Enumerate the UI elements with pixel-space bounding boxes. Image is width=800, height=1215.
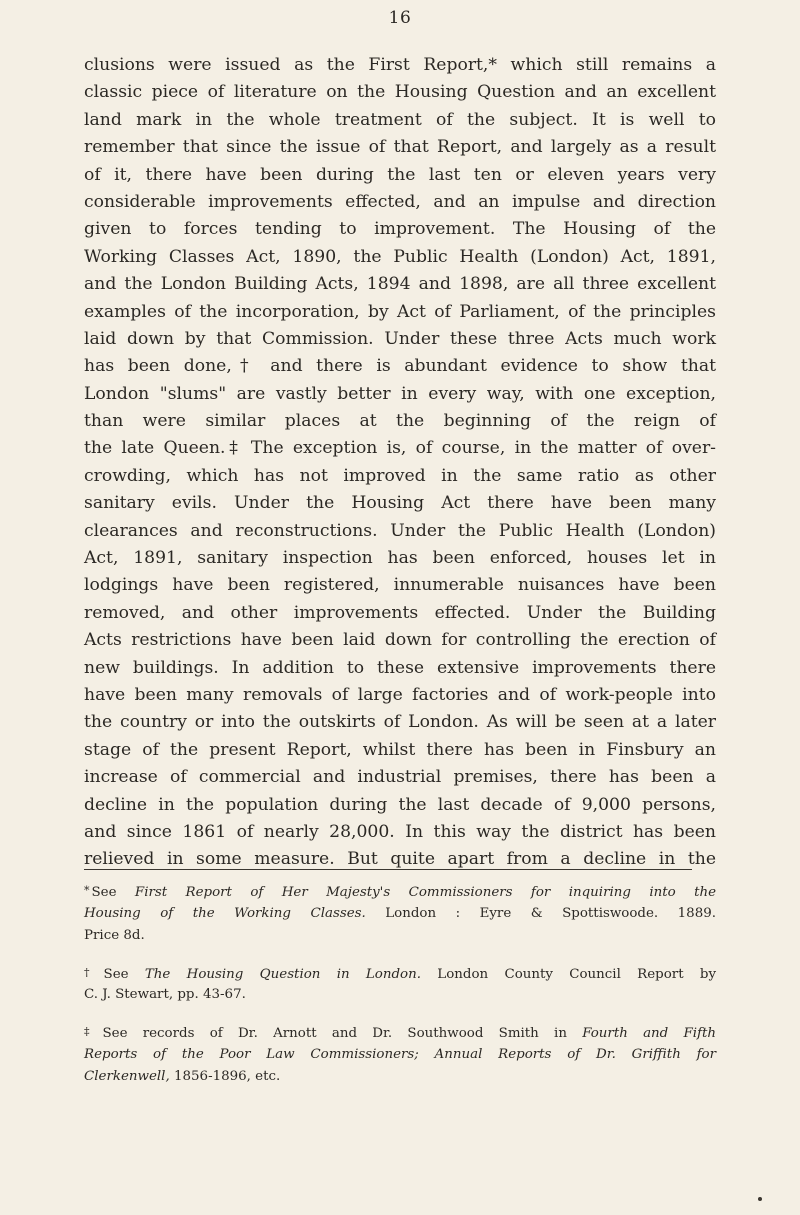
body-line: clearances and reconstructions. Under the Public Health (London) [84,520,716,541]
body-line: land mark in the whole treatment of the subject. It is well to [84,109,716,130]
body-line: given to forces tending to improvement. The Housing of the [84,219,716,240]
footnote-divider [84,869,692,870]
footnote-2: † See The Housing Question in London. London County Council Report by C. J. Stewart, pp. 43-67. [84,965,717,1003]
footnote-title: Fourth and Fifth [582,1025,717,1041]
footnote-mark: † [84,965,102,979]
body-line: new buildings. In addition to these extensive improvements there [84,657,716,678]
footnote-3: ‡ See records of Dr. Arnott and Dr. Southwood Smith in Fourth and Fifth Reports of the Poor Law Commissioners; Annual Reports of Dr. Griffith for Clerkenwell, 1856-1896, etc. [84,1024,717,1085]
body-line: classic piece of literature on the Housing Question and an excellent [84,82,716,103]
body-line: have been many removals of large factories and of work-people into [84,684,716,705]
body-line: considerable improvements effected, and an impulse and direction [84,191,716,212]
footnote-title: The Housing Question in London. [144,966,422,982]
body-line: the country or into the outskirts of London. As will be seen at a later [84,712,716,733]
body-line: has been done,† and there is abundant evidence to show that [84,356,716,377]
footnote-title: Clerkenwell, [84,1069,170,1085]
body-line: removed, and other improvements effected. Under the Building [84,602,716,623]
body-line: Acts restrictions have been laid down for controlling the erection of [84,630,716,651]
footnote-title: Reports of the Poor Law Commissioners; Annual Reports of Dr. Griffith for [84,1046,716,1062]
body-line: of it, there have been during the last ten or eleven years very [84,164,716,185]
body-line: lodgings have been registered, innumerable nuisances have been [84,575,716,596]
body-line: laid down by that Commission. Under these three Acts much work [84,328,716,349]
body-line: and the London Building Acts, 1894 and 1898, are all three excellent [84,274,716,295]
body-line: decline in the population during the last decade of 9,000 persons, [84,794,716,815]
body-line: and since 1861 of nearly 28,000. In this way the district has been [84,821,716,842]
body-line: Working Classes Act, 1890, the Public Health (London) Act, 1891, [84,246,716,267]
page-number: 16 [388,8,412,28]
body-line: clusions were issued as the First Report,* which still remains a [84,55,716,75]
body-line: stage of the present Report, whilst there has been in Finsbury an [84,739,716,760]
footnote-mark: ‡ [84,1024,101,1038]
body-line: than were similar places at the beginning of the reign of [84,411,716,432]
body-line: examples of the incorporation, by Act of Parliament, of the principles [84,301,716,322]
body-line: the late Queen.‡ The exception is, of course, in the matter of over- [84,438,716,459]
body-line: relieved in some measure. But quite apart from a decline in the [84,849,716,870]
body-line: remember that since the issue of that Report, and largely as a result [84,137,716,158]
body-text [84,52,716,874]
body-line: Act, 1891, sanitary inspection has been enforced, houses let in [84,548,716,569]
body-line: London "slums" are vastly better in every way, with one exception, [84,383,716,404]
footnote-mark: * [84,884,90,897]
footnote-title: Housing of the Working Classes. [84,905,366,921]
print-speck [758,1197,762,1201]
body-line: crowding, which has not improved in the same ratio as other [84,465,716,486]
body-line: increase of commercial and industrial premises, there has been a [84,767,716,788]
footnote-title: First Report of Her Majesty's Commissioners for inquiring into the [134,885,716,900]
footnote-1: * See First Report of Her Majesty's Commissioners for inquiring into the Housing of the Working Classes. London : Eyre & Spottiswoode. 1889. Price 8d. [84,884,716,944]
body-line: sanitary evils. Under the Housing Act there have been many [84,493,716,514]
footnotes [84,880,716,1103]
